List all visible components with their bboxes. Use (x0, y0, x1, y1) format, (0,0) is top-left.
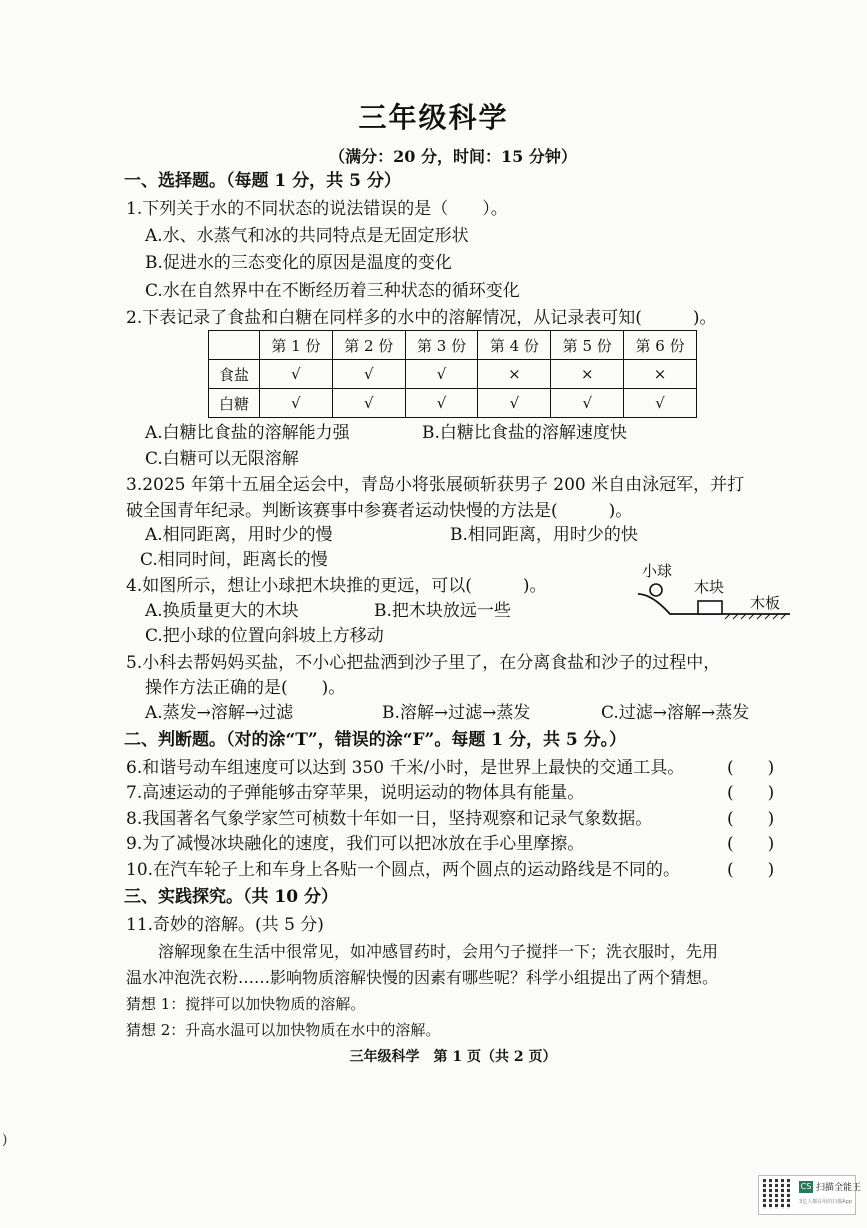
scanner-watermark (758, 1175, 862, 1215)
q5-stem-line1: 5.小科去帮妈妈买盐，不小心把盐洒到沙子里了，在分离食盐和沙子的过程中， (126, 653, 721, 673)
qr-code-icon (763, 1179, 793, 1209)
table-cell: √ (405, 360, 478, 389)
table-header-cell: 第 5 份 (551, 331, 624, 360)
section3-heading: 三、实践探究。（共 10 分） (124, 887, 338, 907)
q4-option-c: C.把小球的位置向斜坡上方移动 (145, 626, 384, 646)
table-header-cell (209, 331, 260, 360)
block-shape (698, 601, 722, 614)
q9-answer-paren: ( ) (727, 834, 775, 854)
table-cell: √ (624, 389, 697, 418)
q1-option-a: A.水、水蒸气和冰的共同特点是无固定形状 (145, 226, 469, 246)
q4-stem: 4.如图所示，想让小球把木块推的更远，可以( )。 (126, 576, 547, 596)
q2-option-b: B.白糖比食盐的溶解速度快 (422, 423, 627, 443)
ball-shape (650, 584, 662, 596)
section1-heading: 一、选择题。（每题 1 分，共 5 分） (124, 171, 401, 191)
section2-heading: 二、判断题。（对的涂“T”，错误的涂“F”。每题 1 分，共 5 分。） (124, 730, 627, 750)
table-header-cell: 第 3 份 (405, 331, 478, 360)
page-footer: 三年级科学 第 1 页（共 2 页） (349, 1049, 557, 1065)
q5-option-b: B.溶解→过滤→蒸发 (382, 703, 531, 723)
q4-option-b: B.把木块放远一些 (374, 601, 511, 621)
table-row-label: 白糖 (209, 389, 260, 418)
table-cell: √ (551, 389, 624, 418)
table-row-label: 食盐 (209, 360, 260, 389)
q11-stem: 11.奇妙的溶解。(共 5 分) (126, 915, 324, 935)
q7-statement: 7.高速运动的子弹能够击穿苹果，说明运动的物体具有能量。 (126, 783, 585, 803)
q3-stem-line1: 3.2025 年第十五届全运会中，青岛小将张展硕斩获男子 200 米自由泳冠军，并打 (126, 475, 745, 495)
scanner-tagline: 3亿人都在用的扫描App (799, 1199, 852, 1205)
table-cell: √ (478, 389, 551, 418)
table-cell: √ (405, 389, 478, 418)
page-title: 三年级科学 (358, 101, 509, 134)
q6-answer-paren: ( ) (727, 758, 775, 778)
ball-block-diagram (630, 560, 790, 620)
q11-paragraph-line2: 温水冲泡洗衣粉……影响物质溶解快慢的因素有哪些呢？科学小组提出了两个猜想。 (126, 968, 719, 987)
q4-option-a: A.换质量更大的木块 (145, 601, 299, 621)
q2-option-c: C.白糖可以无限溶解 (145, 449, 299, 469)
q3-option-b: B.相同距离，用时少的快 (450, 525, 638, 545)
table-cell: √ (260, 389, 333, 418)
table-cell: × (624, 360, 697, 389)
q7-answer-paren: ( ) (727, 783, 775, 803)
q1-option-b: B.促进水的三态变化的原因是温度的变化 (145, 253, 452, 273)
scanner-logo-icon: CS (800, 1182, 812, 1191)
exam-info: （满分：20 分，时间：15 分钟） (329, 147, 577, 166)
q10-statement: 10.在汽车轮子上和车身上各贴一个圆点，两个圆点的运动路线是不同的。 (126, 860, 681, 880)
q5-stem-line2: 操作方法正确的是( )。 (145, 678, 346, 698)
table-cell: √ (332, 389, 405, 418)
q6-statement: 6.和谐号动车组速度可以达到 350 千米/小时，是世界上最快的交通工具。 (126, 758, 685, 778)
table-header-row (209, 331, 697, 360)
scanner-app-name: 扫描全能王 (816, 1183, 862, 1193)
q11-guess2: 猜想 2：升高水温可以加快物质在水中的溶解。 (126, 1021, 441, 1039)
q8-statement: 8.我国著名气象学家竺可桢数十年如一日，坚持观察和记录气象数据。 (126, 809, 653, 829)
q1-option-c: C.水在自然界中在不断经历着三种状态的循环变化 (145, 281, 520, 301)
q10-answer-paren: ( ) (727, 860, 775, 880)
q8-answer-paren: ( ) (727, 809, 775, 829)
table-header-cell: 第 6 份 (624, 331, 697, 360)
q1-stem: 1.下列关于水的不同状态的说法错误的是（ ）。 (126, 199, 508, 219)
board-label: 木板 (750, 594, 781, 612)
q5-option-a: A.蒸发→溶解→过滤 (145, 703, 294, 723)
block-label: 木块 (694, 578, 725, 596)
q3-stem-line2: 破全国青年纪录。判断该赛事中参赛者运动快慢的方法是( )。 (126, 501, 633, 521)
q9-statement: 9.为了减慢冰块融化的速度，我们可以把冰放在手心里摩擦。 (126, 834, 585, 854)
q5-option-c: C.过滤→溶解→蒸发 (601, 703, 750, 723)
table-cell: × (551, 360, 624, 389)
table-cell: √ (332, 360, 405, 389)
table-row (209, 360, 697, 389)
table-cell: × (478, 360, 551, 389)
table-row (209, 389, 697, 418)
q3-option-c: C.相同时间，距离长的慢 (140, 550, 328, 570)
q2-option-a: A.白糖比食盐的溶解能力强 (145, 423, 350, 443)
table-header-cell: 第 1 份 (260, 331, 333, 360)
solubility-table (208, 330, 697, 418)
q2-stem: 2.下表记录了食盐和白糖在同样多的水中的溶解情况，从记录表可知( )。 (126, 308, 717, 328)
ball-label: 小球 (642, 562, 673, 580)
q11-guess1: 猜想 1：搅拌可以加快物质的溶解。 (126, 995, 366, 1013)
scan-edge-mark: ) (2, 1132, 8, 1148)
q11-paragraph-line1: 溶解现象在生活中很常见，如冲感冒药时，会用勺子搅拌一下；洗衣服时，先用 (158, 942, 719, 961)
table-header-cell: 第 4 份 (478, 331, 551, 360)
table-cell: √ (260, 360, 333, 389)
table-header-cell: 第 2 份 (332, 331, 405, 360)
q3-option-a: A.相同距离，用时少的慢 (145, 525, 333, 545)
